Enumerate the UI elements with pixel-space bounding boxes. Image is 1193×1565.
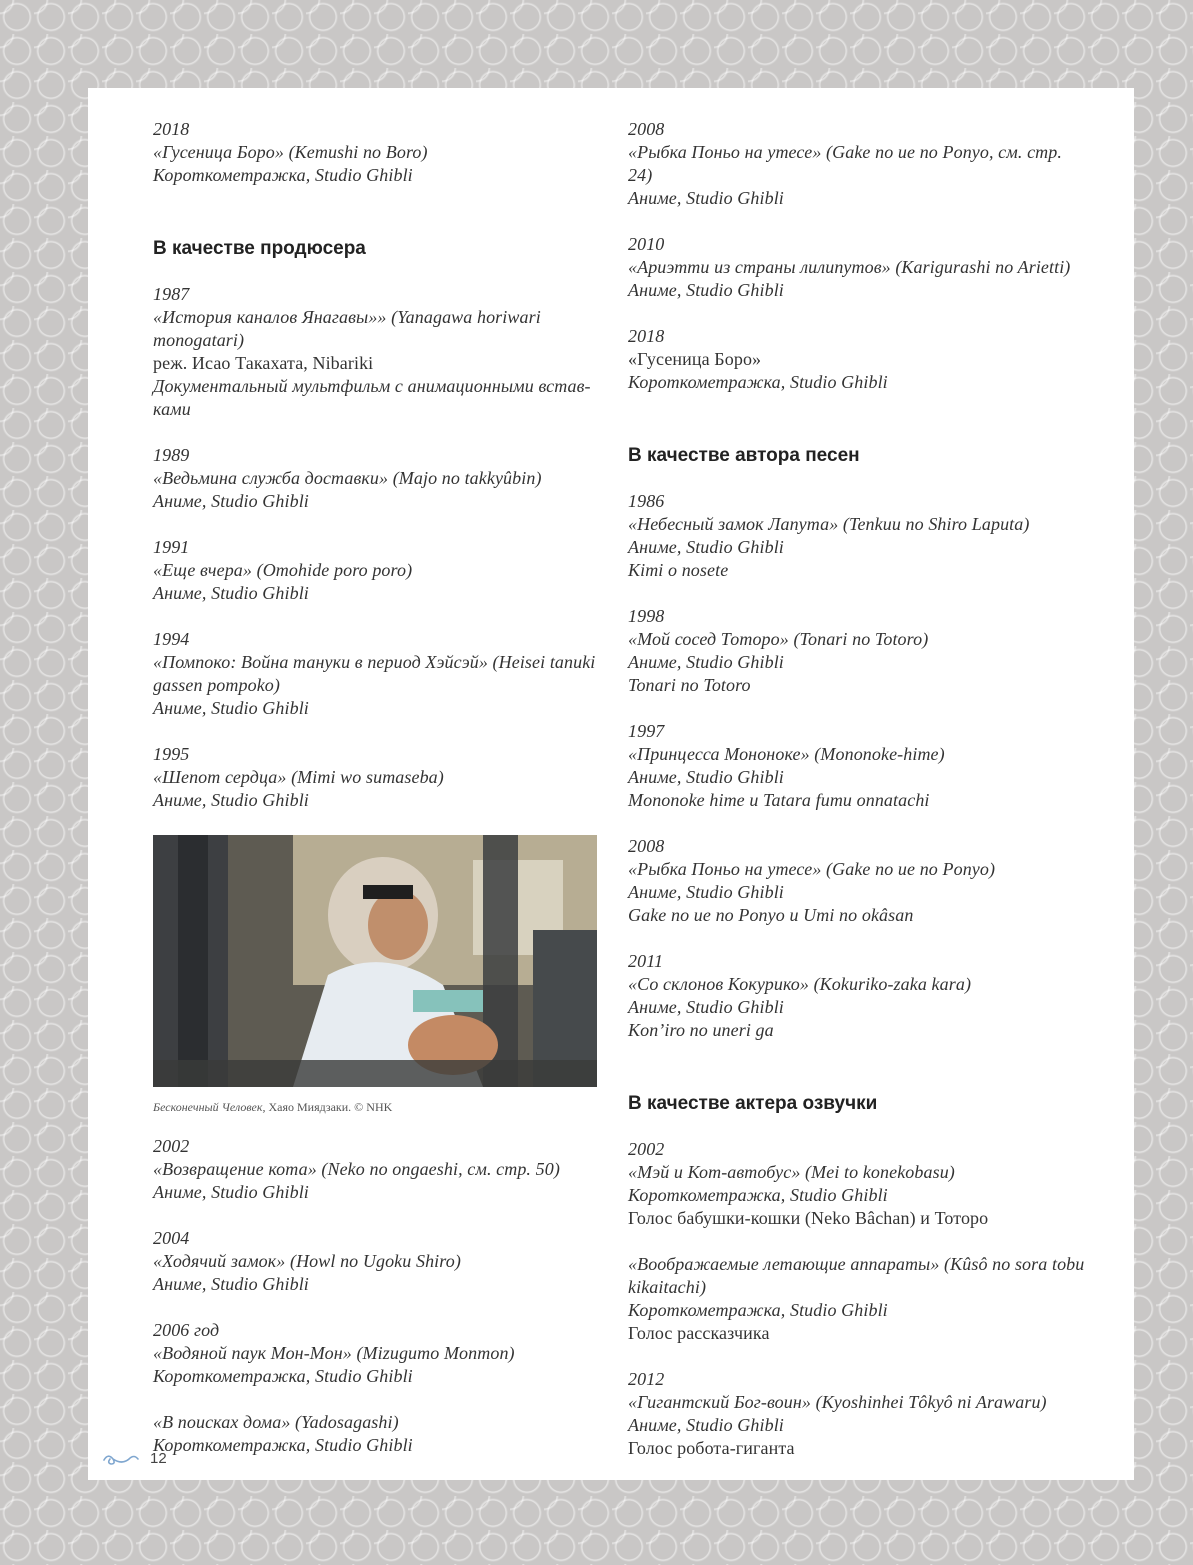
swirl-ornament-icon bbox=[102, 1451, 140, 1467]
entry-line: «Ведьмина служба доставки» (Majo no takkyûbin) bbox=[153, 468, 542, 488]
left-column bbox=[153, 118, 603, 1480]
filmography-entry bbox=[628, 605, 1088, 697]
entry-line: «В поисках дома» (Yadosagashi) bbox=[153, 1412, 399, 1432]
right-column bbox=[628, 118, 1088, 1483]
entry-line: «Помпоко: Война тануки в период Хэйсэй» (Heisei tanuki bbox=[153, 652, 596, 672]
filmography-entry bbox=[628, 118, 1088, 210]
filmography-entry bbox=[628, 1138, 1088, 1230]
entry-line: Аниме, Studio Ghibli bbox=[153, 583, 309, 603]
entry-line: Аниме, Studio Ghibli bbox=[628, 767, 784, 787]
entry-line: «Ариэтти из страны лилипутов» (Karigurashi no Arietti) bbox=[628, 257, 1071, 277]
photo-caption bbox=[153, 1100, 603, 1115]
entry-line: Короткометражка, Studio Ghibli bbox=[628, 1185, 888, 1205]
entry-line: Короткометражка, Studio Ghibli bbox=[153, 1366, 413, 1386]
entry-line: Короткометражка, Studio Ghibli bbox=[153, 1435, 413, 1455]
entry-line: Голос робота-гиганта bbox=[628, 1438, 795, 1458]
entry-line: «Гусеница Боро» (Kemushi no Boro) bbox=[153, 142, 428, 162]
filmography-entry bbox=[628, 1253, 1088, 1345]
entry-line: Аниме, Studio Ghibli bbox=[628, 882, 784, 902]
entry-year: 1995 bbox=[153, 744, 190, 764]
entry-line: «Водяной паук Мон-Мон» (Mizugumo Monmon) bbox=[153, 1343, 515, 1363]
photo-miyazaki bbox=[153, 835, 597, 1087]
entry-year: 1991 bbox=[153, 537, 190, 557]
photo-caption-credit: Хаяо Миядзаки. © NHK bbox=[265, 1100, 393, 1114]
entry-line: Аниме, Studio Ghibli bbox=[628, 537, 784, 557]
photo-caption-title: Бесконечный Человек, bbox=[153, 1100, 266, 1114]
entry-line: Аниме, Studio Ghibli bbox=[153, 698, 309, 718]
entry-year: 2018 bbox=[153, 119, 190, 139]
entry-line: «Воображаемые летающие аппараты» (Kûsô no sora tobu bbox=[628, 1254, 1085, 1274]
entry-line: Короткометражка, Studio Ghibli bbox=[628, 372, 888, 392]
page-number: 12 bbox=[150, 1450, 167, 1467]
filmography-entry bbox=[153, 1319, 603, 1388]
entry-line: kikaitachi) bbox=[628, 1277, 707, 1297]
filmography-entry bbox=[628, 233, 1088, 302]
entry-line: Gake no ue no Ponyo и Umi no okâsan bbox=[628, 905, 914, 925]
entry-line: Kon’iro no uneri ga bbox=[628, 1020, 774, 1040]
producer-heading: В качестве продюсера bbox=[153, 238, 366, 259]
entry-line: Документальный мультфильм с анимационными встав- bbox=[153, 376, 591, 396]
entry-year: 2011 bbox=[628, 951, 664, 971]
entry-line: Аниме, Studio Ghibli bbox=[628, 997, 784, 1017]
entry-year: 2018 bbox=[628, 326, 665, 346]
entry-line: Kimi o nosete bbox=[628, 560, 729, 580]
filmography-entry bbox=[153, 1135, 603, 1204]
entry-year: 1989 bbox=[153, 445, 190, 465]
entry-line: «Ходячий замок» (Howl no Ugoku Shiro) bbox=[153, 1251, 461, 1271]
page-footer bbox=[102, 1450, 167, 1467]
filmography-entry bbox=[153, 536, 603, 605]
top-entries bbox=[628, 118, 1088, 394]
songwriter-entries bbox=[628, 490, 1088, 1042]
voice-actor-entries bbox=[628, 1138, 1088, 1460]
filmography-entry bbox=[628, 490, 1088, 582]
entry-line: gassen pompoko) bbox=[153, 675, 280, 695]
entry-line: «Гигантский Бог-воин» (Kyoshinhei Tôkyô ni Arawaru) bbox=[628, 1392, 1047, 1412]
entry-line: «Рыбка Поньо на утесе» (Gake no ue no Ponyo, см. стр. 24) bbox=[628, 142, 1062, 185]
filmography-entry bbox=[153, 444, 603, 513]
entry-year: 1997 bbox=[628, 721, 665, 741]
entry-line: Аниме, Studio Ghibli bbox=[153, 491, 309, 511]
document-page bbox=[88, 88, 1134, 1480]
entry-year: 1994 bbox=[153, 629, 190, 649]
entry-line: Аниме, Studio Ghibli bbox=[153, 790, 309, 810]
filmography-entry bbox=[153, 283, 603, 421]
filmography-entry bbox=[628, 325, 1088, 394]
entry-year: 2002 bbox=[153, 1136, 190, 1156]
filmography-entry bbox=[628, 1368, 1088, 1460]
entry-line: Короткометражка, Studio Ghibli bbox=[628, 1300, 888, 1320]
entry-year: 2004 bbox=[153, 1228, 190, 1248]
entry-line: «Возвращение кота» (Neko no ongaeshi, см. стр. 50) bbox=[153, 1159, 560, 1179]
entry-line: Tonari no Totoro bbox=[628, 675, 751, 695]
filmography-entry bbox=[628, 950, 1088, 1042]
entry-line: Аниме, Studio Ghibli bbox=[628, 652, 784, 672]
entry-line: Аниме, Studio Ghibli bbox=[628, 188, 784, 208]
filmography-entry bbox=[153, 628, 603, 720]
entry-line: Mononoke hime и Tatara fumu onnatachi bbox=[628, 790, 930, 810]
later-entries bbox=[153, 1135, 603, 1457]
filmography-entry bbox=[153, 118, 603, 187]
entry-line: Аниме, Studio Ghibli bbox=[153, 1182, 309, 1202]
entry-year: 2006 год bbox=[153, 1320, 220, 1340]
entry-line: Аниме, Studio Ghibli bbox=[628, 1415, 784, 1435]
entry-line: Аниме, Studio Ghibli bbox=[628, 280, 784, 300]
entry-line: Голос бабушки-кошки (Neko Bâchan) и Тоторо bbox=[628, 1208, 989, 1228]
entry-line: «Шепот сердца» (Mimi wo sumaseba) bbox=[153, 767, 444, 787]
songwriter-heading: В качестве автора песен bbox=[628, 445, 860, 466]
producer-entries bbox=[153, 283, 603, 812]
entry-line: Аниме, Studio Ghibli bbox=[153, 1274, 309, 1294]
entry-line: «Рыбка Поньо на утесе» (Gake no ue no Ponyo) bbox=[628, 859, 996, 879]
filmography-entry bbox=[153, 1411, 603, 1457]
entry-line: реж. Исао Такахата, Nibariki bbox=[153, 353, 374, 373]
entry-year: 2008 bbox=[628, 119, 665, 139]
entry-year: 1987 bbox=[153, 284, 190, 304]
entry-year: 2002 bbox=[628, 1139, 665, 1159]
entry-line: Короткометражка, Studio Ghibli bbox=[153, 165, 413, 185]
entry-line: «Еще вчера» (Omohide poro poro) bbox=[153, 560, 413, 580]
entry-line: «Небесный замок Лапута» (Tenkuu no Shiro Laputa) bbox=[628, 514, 1030, 534]
filmography-entry bbox=[153, 1227, 603, 1296]
filmography-entry bbox=[628, 720, 1088, 812]
entry-line: «Со склонов Кокурико» (Kokuriko-zaka kara) bbox=[628, 974, 972, 994]
entry-year: 1998 bbox=[628, 606, 665, 626]
entry-year: 1986 bbox=[628, 491, 665, 511]
entry-line: «Мой сосед Тоторо» (Tonari no Totoro) bbox=[628, 629, 929, 649]
voice-actor-heading: В качестве актера озвучки bbox=[628, 1093, 878, 1114]
filmography-entry bbox=[153, 743, 603, 812]
entry-year: 2010 bbox=[628, 234, 665, 254]
entry-year: 2008 bbox=[628, 836, 665, 856]
entry-line: «Мэй и Кот-автобус» (Mei to konekobasu) bbox=[628, 1162, 955, 1182]
entry-line: «История каналов Янагавы»» (Yanagawa horiwari monogatari) bbox=[153, 307, 541, 350]
entry-line: «Гусеница Боро» bbox=[628, 349, 762, 369]
entry-year: 2012 bbox=[628, 1369, 665, 1389]
entry-line: ками bbox=[153, 399, 191, 419]
photo-illustration bbox=[153, 835, 597, 1087]
entry-line: Голос рассказчика bbox=[628, 1323, 770, 1343]
entry-line: «Принцесса Мононоке» (Mononoke-hime) bbox=[628, 744, 945, 764]
filmography-entry bbox=[628, 835, 1088, 927]
